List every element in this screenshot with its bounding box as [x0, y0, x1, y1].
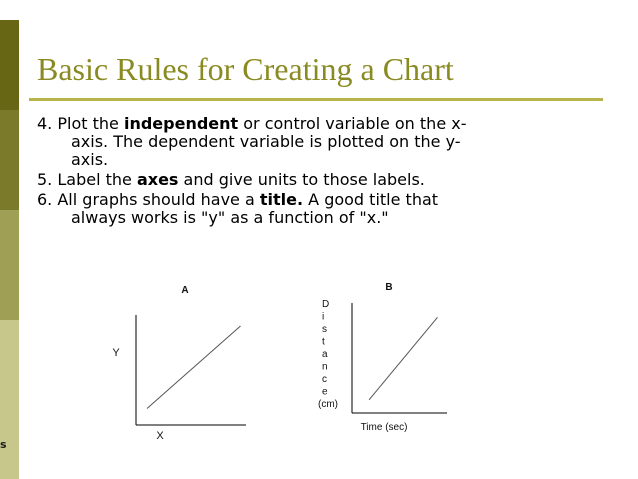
- bullet-text: and give units to those labels.: [178, 170, 425, 189]
- chart-b-y-label: [318, 299, 338, 410]
- chart-b-y-label-char: i: [322, 311, 325, 323]
- bullet-text: All graphs should have a: [57, 190, 260, 209]
- bullet-continuation: always works is "y" as a function of "x.": [71, 208, 389, 227]
- chart-a-title: A: [181, 285, 189, 296]
- bullet-text: or control variable on the x-: [238, 114, 467, 133]
- chart-b-title: B: [385, 282, 393, 293]
- bullet-continuation: axis.: [71, 150, 109, 169]
- bullet-bold-term: title.: [259, 190, 304, 209]
- bullet-item: [37, 115, 597, 169]
- chart-b-y-label-char: e: [322, 386, 328, 398]
- bullet-text: A good title that: [303, 190, 439, 209]
- bullet-text: Label the: [57, 170, 137, 189]
- example-chart-a: [100, 275, 260, 445]
- bullet-item: [37, 171, 597, 189]
- chart-a-data-line: [147, 326, 241, 409]
- bullet-bold-term: axes: [136, 170, 179, 189]
- chart-a-y-label: Y: [112, 347, 120, 359]
- example-chart-b: [312, 275, 472, 445]
- slide-title: Basic Rules for Creating a Chart: [37, 51, 454, 87]
- strip-segment: [0, 320, 19, 479]
- chart-b-y-label-char: a: [322, 349, 328, 360]
- chart-b-data-line: [369, 317, 437, 400]
- chart-b-svg: [312, 275, 472, 445]
- chart-b-y-label-char: s: [322, 324, 327, 335]
- bullet-list: [37, 115, 597, 229]
- chart-b-y-label-char: D: [322, 299, 330, 310]
- chart-b-y-label-char: t: [322, 336, 325, 348]
- chart-b-y-label-char: (cm): [318, 399, 338, 410]
- bullet-number: 4.: [37, 114, 53, 133]
- chart-b-x-label: Time (sec): [360, 422, 408, 433]
- chart-a-svg: [100, 275, 260, 445]
- strip-segment: [0, 110, 19, 210]
- chart-a-x-label: X: [156, 430, 164, 442]
- side-strip-letter: s: [0, 438, 7, 451]
- strip-segment: [0, 210, 19, 320]
- side-color-strip: [0, 0, 19, 479]
- bullet-bold-term: independent: [123, 114, 239, 133]
- bullet-item: [37, 191, 597, 227]
- chart-b-y-label-char: n: [322, 361, 328, 373]
- chart-b-y-label-char: c: [322, 374, 327, 385]
- bullet-continuation: axis. The dependent variable is plotted on the y-: [71, 132, 461, 151]
- bullet-text: Plot the: [57, 114, 124, 133]
- strip-corner: [0, 0, 19, 20]
- title-underline: [29, 98, 603, 101]
- bullet-number: 6.: [37, 190, 53, 209]
- bullet-number: 5.: [37, 170, 53, 189]
